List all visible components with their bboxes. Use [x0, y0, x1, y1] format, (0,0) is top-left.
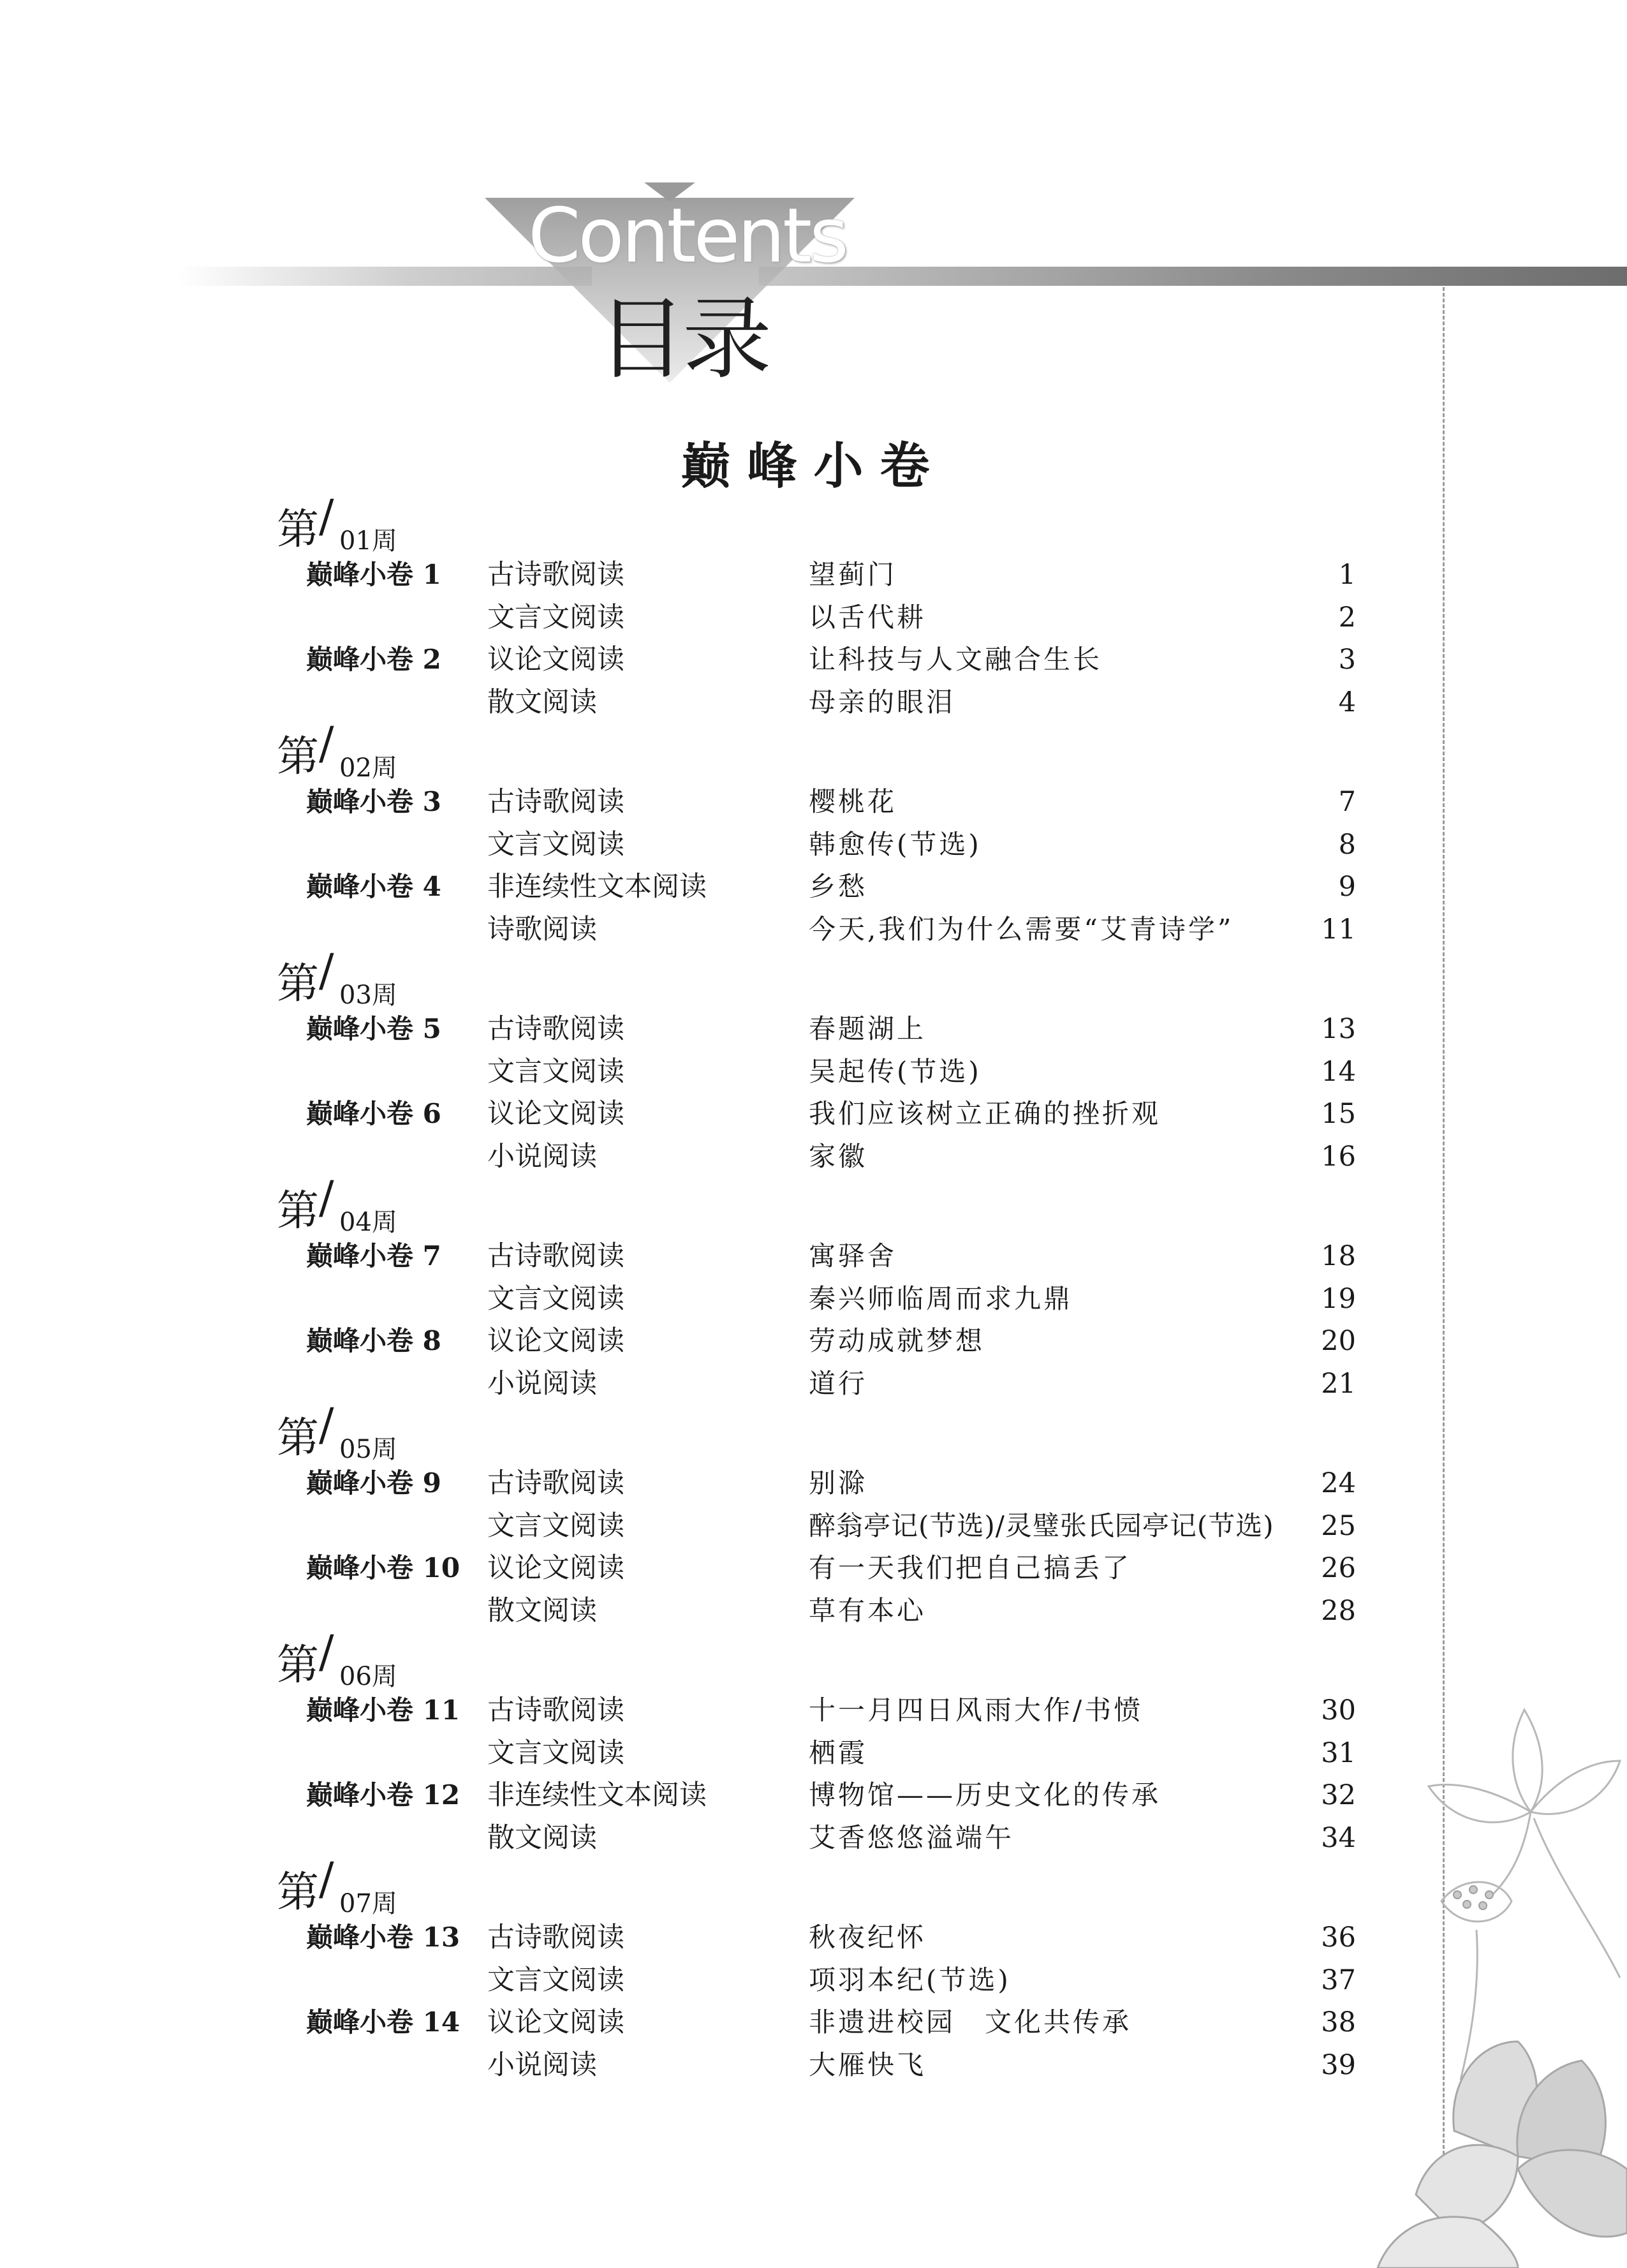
- week-heading: [268, 1398, 1384, 1464]
- quiz-label: 巅峰小卷 3: [306, 786, 441, 817]
- page-number: 13: [1321, 1013, 1356, 1045]
- quiz-label: 巅峰小卷 9: [306, 1467, 441, 1499]
- page-number: 14: [1321, 1055, 1356, 1088]
- week-heading: [268, 490, 1384, 556]
- article-title: 大雁快飞: [809, 2049, 927, 2080]
- toc-entry[interactable]: [268, 908, 1384, 951]
- page-number: 24: [1321, 1467, 1356, 1499]
- reading-type: 文言文阅读: [487, 1964, 624, 1996]
- page-number: 25: [1321, 1509, 1356, 1542]
- reading-type: 古诗歌阅读: [487, 1013, 624, 1045]
- page-number: 37: [1321, 1964, 1356, 1996]
- reading-type: 小说阅读: [487, 1140, 597, 1173]
- page-number: 32: [1321, 1779, 1356, 1811]
- week-section: [268, 1171, 1384, 1405]
- article-title: 栖霞: [809, 1737, 868, 1768]
- article-title: 韩愈传(节选): [809, 828, 982, 860]
- toc-entry[interactable]: [268, 1235, 1384, 1278]
- quiz-label: 巅峰小卷 2: [306, 644, 441, 675]
- toc-entry[interactable]: [268, 824, 1384, 866]
- reading-type: 议论文阅读: [487, 644, 624, 676]
- week-slash: /: [319, 1398, 334, 1451]
- week-label: 06周: [339, 1662, 397, 1691]
- toc-entry[interactable]: [268, 1590, 1384, 1633]
- reading-type: 议论文阅读: [487, 1098, 624, 1130]
- week-slash: /: [319, 1853, 334, 1905]
- reading-type: 文言文阅读: [487, 828, 624, 861]
- week-slash: /: [319, 1171, 334, 1224]
- toc-entry[interactable]: [268, 597, 1384, 639]
- week-slash: /: [319, 490, 334, 542]
- week-label: 02周: [339, 753, 397, 783]
- article-title: 有一天我们把自己搞丢了: [809, 1552, 1132, 1583]
- page-number: 38: [1321, 2006, 1356, 2038]
- page-number: 30: [1321, 1694, 1356, 1726]
- week-label: 07周: [339, 1889, 397, 1918]
- article-title: 寓驿舍: [809, 1240, 897, 1271]
- toc-entry[interactable]: [268, 1732, 1384, 1775]
- page-number: 34: [1321, 1821, 1356, 1854]
- page-number: 16: [1321, 1140, 1356, 1173]
- reading-type: 古诗歌阅读: [487, 559, 624, 591]
- article-title: 吴起传(节选): [809, 1055, 982, 1087]
- article-title: 望蓟门: [809, 559, 897, 590]
- reading-type: 文言文阅读: [487, 1282, 624, 1315]
- page-number: 19: [1321, 1282, 1356, 1315]
- week-label: 01周: [339, 526, 397, 556]
- quiz-label: 巅峰小卷 7: [306, 1240, 441, 1271]
- section-title: 巅峰小卷: [681, 437, 946, 495]
- toc-entry[interactable]: [268, 1774, 1384, 1817]
- week-section: [268, 1398, 1384, 1632]
- quiz-label: 巅峰小卷 14: [306, 2006, 460, 2038]
- toc-entry[interactable]: [268, 866, 1384, 908]
- toc-entry[interactable]: [268, 1547, 1384, 1590]
- reading-type: 文言文阅读: [487, 601, 624, 634]
- article-title: 博物馆——历史文化的传承: [809, 1779, 1161, 1811]
- article-title: 别滁: [809, 1467, 868, 1499]
- toc-entry[interactable]: [268, 1363, 1384, 1405]
- page-number: 18: [1321, 1240, 1356, 1272]
- reading-type: 非连续性文本阅读: [487, 1779, 707, 1811]
- quiz-label: 巅峰小卷 1: [306, 559, 441, 590]
- week-section: [268, 944, 1384, 1178]
- article-title: 今天,我们为什么需要“艾青诗学”: [809, 913, 1234, 945]
- week-heading: [268, 1626, 1384, 1691]
- toc-entry[interactable]: [268, 1008, 1384, 1051]
- week-di: 第: [277, 732, 319, 781]
- article-title: 草有本心: [809, 1594, 927, 1626]
- toc-entry[interactable]: [268, 1136, 1384, 1178]
- page-number: 26: [1321, 1552, 1356, 1584]
- reading-type: 散文阅读: [487, 686, 597, 718]
- lotus-illustration: [1352, 1684, 1627, 2268]
- page-number: 20: [1321, 1325, 1356, 1357]
- week-di: 第: [277, 505, 319, 554]
- article-title: 以舌代耕: [809, 601, 927, 633]
- toc-entry[interactable]: [268, 1689, 1384, 1732]
- week-section: [268, 717, 1384, 951]
- week-heading: [268, 1853, 1384, 1918]
- toc-entry[interactable]: [268, 781, 1384, 824]
- reading-type: 非连续性文本阅读: [487, 871, 707, 903]
- article-title: 道行: [809, 1367, 868, 1399]
- article-title: 十一月四日风雨大作/书愤: [809, 1694, 1144, 1726]
- article-title: 秦兴师临周而求九鼎: [809, 1282, 1073, 1314]
- week-slash: /: [319, 717, 334, 769]
- week-heading: [268, 944, 1384, 1010]
- page-number: 11: [1321, 913, 1356, 945]
- reading-type: 古诗歌阅读: [487, 1240, 624, 1272]
- quiz-label: 巅峰小卷 6: [306, 1098, 441, 1129]
- page-title: 目录: [597, 288, 769, 392]
- week-section: [268, 490, 1384, 723]
- page-number: 31: [1321, 1737, 1356, 1769]
- week-di: 第: [277, 1640, 319, 1689]
- week-di: 第: [277, 1867, 319, 1916]
- reading-type: 诗歌阅读: [487, 913, 597, 945]
- quiz-label: 巅峰小卷 12: [306, 1779, 460, 1811]
- page-number: 39: [1321, 2049, 1356, 2081]
- week-label: 04周: [339, 1208, 397, 1237]
- page-number: 28: [1321, 1594, 1356, 1627]
- page-number: 9: [1338, 871, 1356, 903]
- reading-type: 议论文阅读: [487, 1552, 624, 1584]
- article-title: 非遗进校园 文化共传承: [809, 2006, 1132, 2038]
- reading-type: 小说阅读: [487, 2049, 597, 2081]
- toc-entry[interactable]: [268, 639, 1384, 681]
- article-title: 劳动成就梦想: [809, 1325, 985, 1356]
- page-number: 15: [1321, 1098, 1356, 1130]
- toc-entry[interactable]: [268, 1051, 1384, 1093]
- reading-type: 古诗歌阅读: [487, 1694, 624, 1726]
- week-slash: /: [319, 944, 334, 997]
- toc-entry[interactable]: [268, 681, 1384, 724]
- week-label: 05周: [339, 1435, 397, 1464]
- week-slash: /: [319, 1626, 334, 1678]
- week-label: 03周: [339, 981, 397, 1010]
- page-number: 4: [1338, 686, 1356, 718]
- reading-type: 议论文阅读: [487, 1325, 624, 1357]
- article-title: 樱桃花: [809, 786, 897, 817]
- week-section: [268, 1853, 1384, 2086]
- page-number: 2: [1338, 601, 1356, 634]
- toc-entry[interactable]: [268, 2044, 1384, 2087]
- article-title: 家徽: [809, 1140, 868, 1172]
- toc-entry[interactable]: [268, 1505, 1384, 1548]
- week-di: 第: [277, 1413, 319, 1462]
- article-title: 让科技与人文融合生长: [809, 644, 1103, 675]
- quiz-label: 巅峰小卷 4: [306, 871, 441, 902]
- week-di: 第: [277, 1186, 319, 1235]
- reading-type: 散文阅读: [487, 1594, 597, 1627]
- week-heading: [268, 717, 1384, 783]
- toc-entry[interactable]: [268, 1462, 1384, 1505]
- toc-entry[interactable]: [268, 1093, 1384, 1136]
- article-title: 春题湖上: [809, 1013, 927, 1044]
- reading-type: 古诗歌阅读: [487, 1922, 624, 1953]
- reading-type: 古诗歌阅读: [487, 786, 624, 818]
- article-title: 醉翁亭记(节选)/灵璧张氏园亭记(节选): [809, 1509, 1274, 1541]
- page-number: 7: [1338, 786, 1356, 818]
- page-number: 21: [1321, 1367, 1356, 1400]
- quiz-label: 巅峰小卷 13: [306, 1922, 460, 1953]
- page-number: 36: [1321, 1922, 1356, 1953]
- reading-type: 文言文阅读: [487, 1055, 624, 1088]
- page-number: 1: [1338, 559, 1356, 591]
- reading-type: 散文阅读: [487, 1821, 597, 1854]
- reading-type: 议论文阅读: [487, 2006, 624, 2038]
- article-title: 项羽本纪(节选): [809, 1964, 1011, 1996]
- quiz-label: 巅峰小卷 8: [306, 1325, 441, 1356]
- toc-entry[interactable]: [268, 1817, 1384, 1860]
- article-title: 母亲的眼泪: [809, 686, 956, 718]
- toc-entry[interactable]: [268, 1916, 1384, 1959]
- reading-type: 文言文阅读: [487, 1509, 624, 1542]
- reading-type: 文言文阅读: [487, 1737, 624, 1769]
- toc-entry[interactable]: [268, 2001, 1384, 2044]
- toc-entry[interactable]: [268, 554, 1384, 597]
- article-title: 艾香悠悠溢端午: [809, 1821, 1015, 1853]
- reading-type: 小说阅读: [487, 1367, 597, 1400]
- week-di: 第: [277, 959, 319, 1008]
- week-section: [268, 1626, 1384, 1859]
- week-heading: [268, 1171, 1384, 1237]
- header-bar-right: [759, 267, 1627, 286]
- quiz-label: 巅峰小卷 11: [306, 1694, 460, 1726]
- toc-entry[interactable]: [268, 1959, 1384, 2002]
- article-title: 乡愁: [809, 871, 868, 902]
- toc-entry[interactable]: [268, 1320, 1384, 1363]
- toc-entry[interactable]: [268, 1278, 1384, 1321]
- quiz-label: 巅峰小卷 10: [306, 1552, 460, 1583]
- page-number: 8: [1338, 828, 1356, 861]
- contents-word: Contents: [528, 191, 846, 279]
- article-title: 我们应该树立正确的挫折观: [809, 1098, 1161, 1129]
- reading-type: 古诗歌阅读: [487, 1467, 624, 1499]
- page-number: 3: [1338, 644, 1356, 676]
- quiz-label: 巅峰小卷 5: [306, 1013, 441, 1044]
- article-title: 秋夜纪怀: [809, 1922, 927, 1953]
